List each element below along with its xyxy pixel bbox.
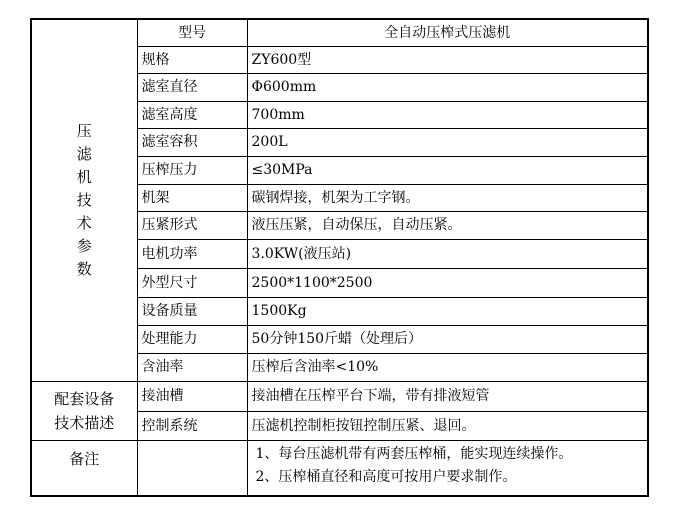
- accessory-label: 控制系统: [137, 411, 247, 440]
- remark-line: 2、压榨桶直径和高度可按用户要求制作。: [255, 468, 517, 485]
- param-label: 机架: [137, 184, 247, 211]
- param-label: 电机功率: [137, 239, 247, 268]
- param-label: 滤室高度: [137, 101, 247, 128]
- tech-params-section-label: 压滤机技术参数: [76, 121, 92, 278]
- accessories-section-cell: [31, 381, 137, 440]
- param-label: 设备质量: [137, 297, 247, 325]
- remarks-notes-cell: [247, 440, 648, 496]
- param-value: 液压压紧，自动保压，自动压紧。: [247, 211, 648, 239]
- param-label: 滤室直径: [137, 73, 247, 101]
- param-label: 压榨压力: [137, 156, 247, 184]
- model-header-value: 全自动压榨式压滤机: [247, 19, 648, 46]
- param-label: 含油率: [137, 353, 247, 381]
- param-label: 滤室容积: [137, 128, 247, 156]
- remark-line: 1、每台压滤机带有两套压榨桶，能实现连续操作。: [255, 445, 573, 462]
- param-label: 规格: [137, 46, 247, 73]
- spec-table: [30, 18, 649, 497]
- param-value: 碳钢焊接，机架为工字钢。: [247, 184, 648, 211]
- tech-params-section-cell: [31, 19, 137, 381]
- param-value: 2500*1100*2500: [247, 268, 648, 297]
- accessories-section-label-line1: 配套设备: [54, 389, 115, 408]
- param-value: 200L: [247, 128, 648, 156]
- remarks-section-cell: [31, 440, 137, 496]
- param-label: 外型尺寸: [137, 268, 247, 297]
- param-value: 1500Kg: [247, 297, 648, 325]
- param-value: 压榨后含油率<10%: [247, 353, 648, 381]
- param-label: 处理能力: [137, 325, 247, 353]
- param-label: 压紧形式: [137, 211, 247, 239]
- param-value: Φ600mm: [247, 73, 648, 101]
- param-value: 3.0KW(液压站): [247, 239, 648, 268]
- accessory-value: 压滤机控制柜按钮控制压紧、退回。: [247, 411, 648, 440]
- header-row: [31, 19, 648, 46]
- param-value: ≤30MPa: [247, 156, 648, 184]
- accessories-section-label-line2: 技术描述: [54, 413, 115, 432]
- param-value: ZY600型: [247, 46, 648, 73]
- param-value: 50分钟150斤蜡（处理后）: [247, 325, 648, 353]
- accessory-value: 接油槽在压榨平台下端，带有排液短管: [247, 381, 648, 411]
- remarks-empty-cell: [137, 440, 247, 496]
- table-row: [31, 381, 648, 411]
- model-header-label: 型号: [137, 19, 247, 46]
- remarks-section-label: 备注: [69, 449, 100, 468]
- accessory-label: 接油槽: [137, 381, 247, 411]
- remarks-row: [31, 440, 648, 496]
- accessories-section-label: [54, 387, 114, 435]
- param-value: 700mm: [247, 101, 648, 128]
